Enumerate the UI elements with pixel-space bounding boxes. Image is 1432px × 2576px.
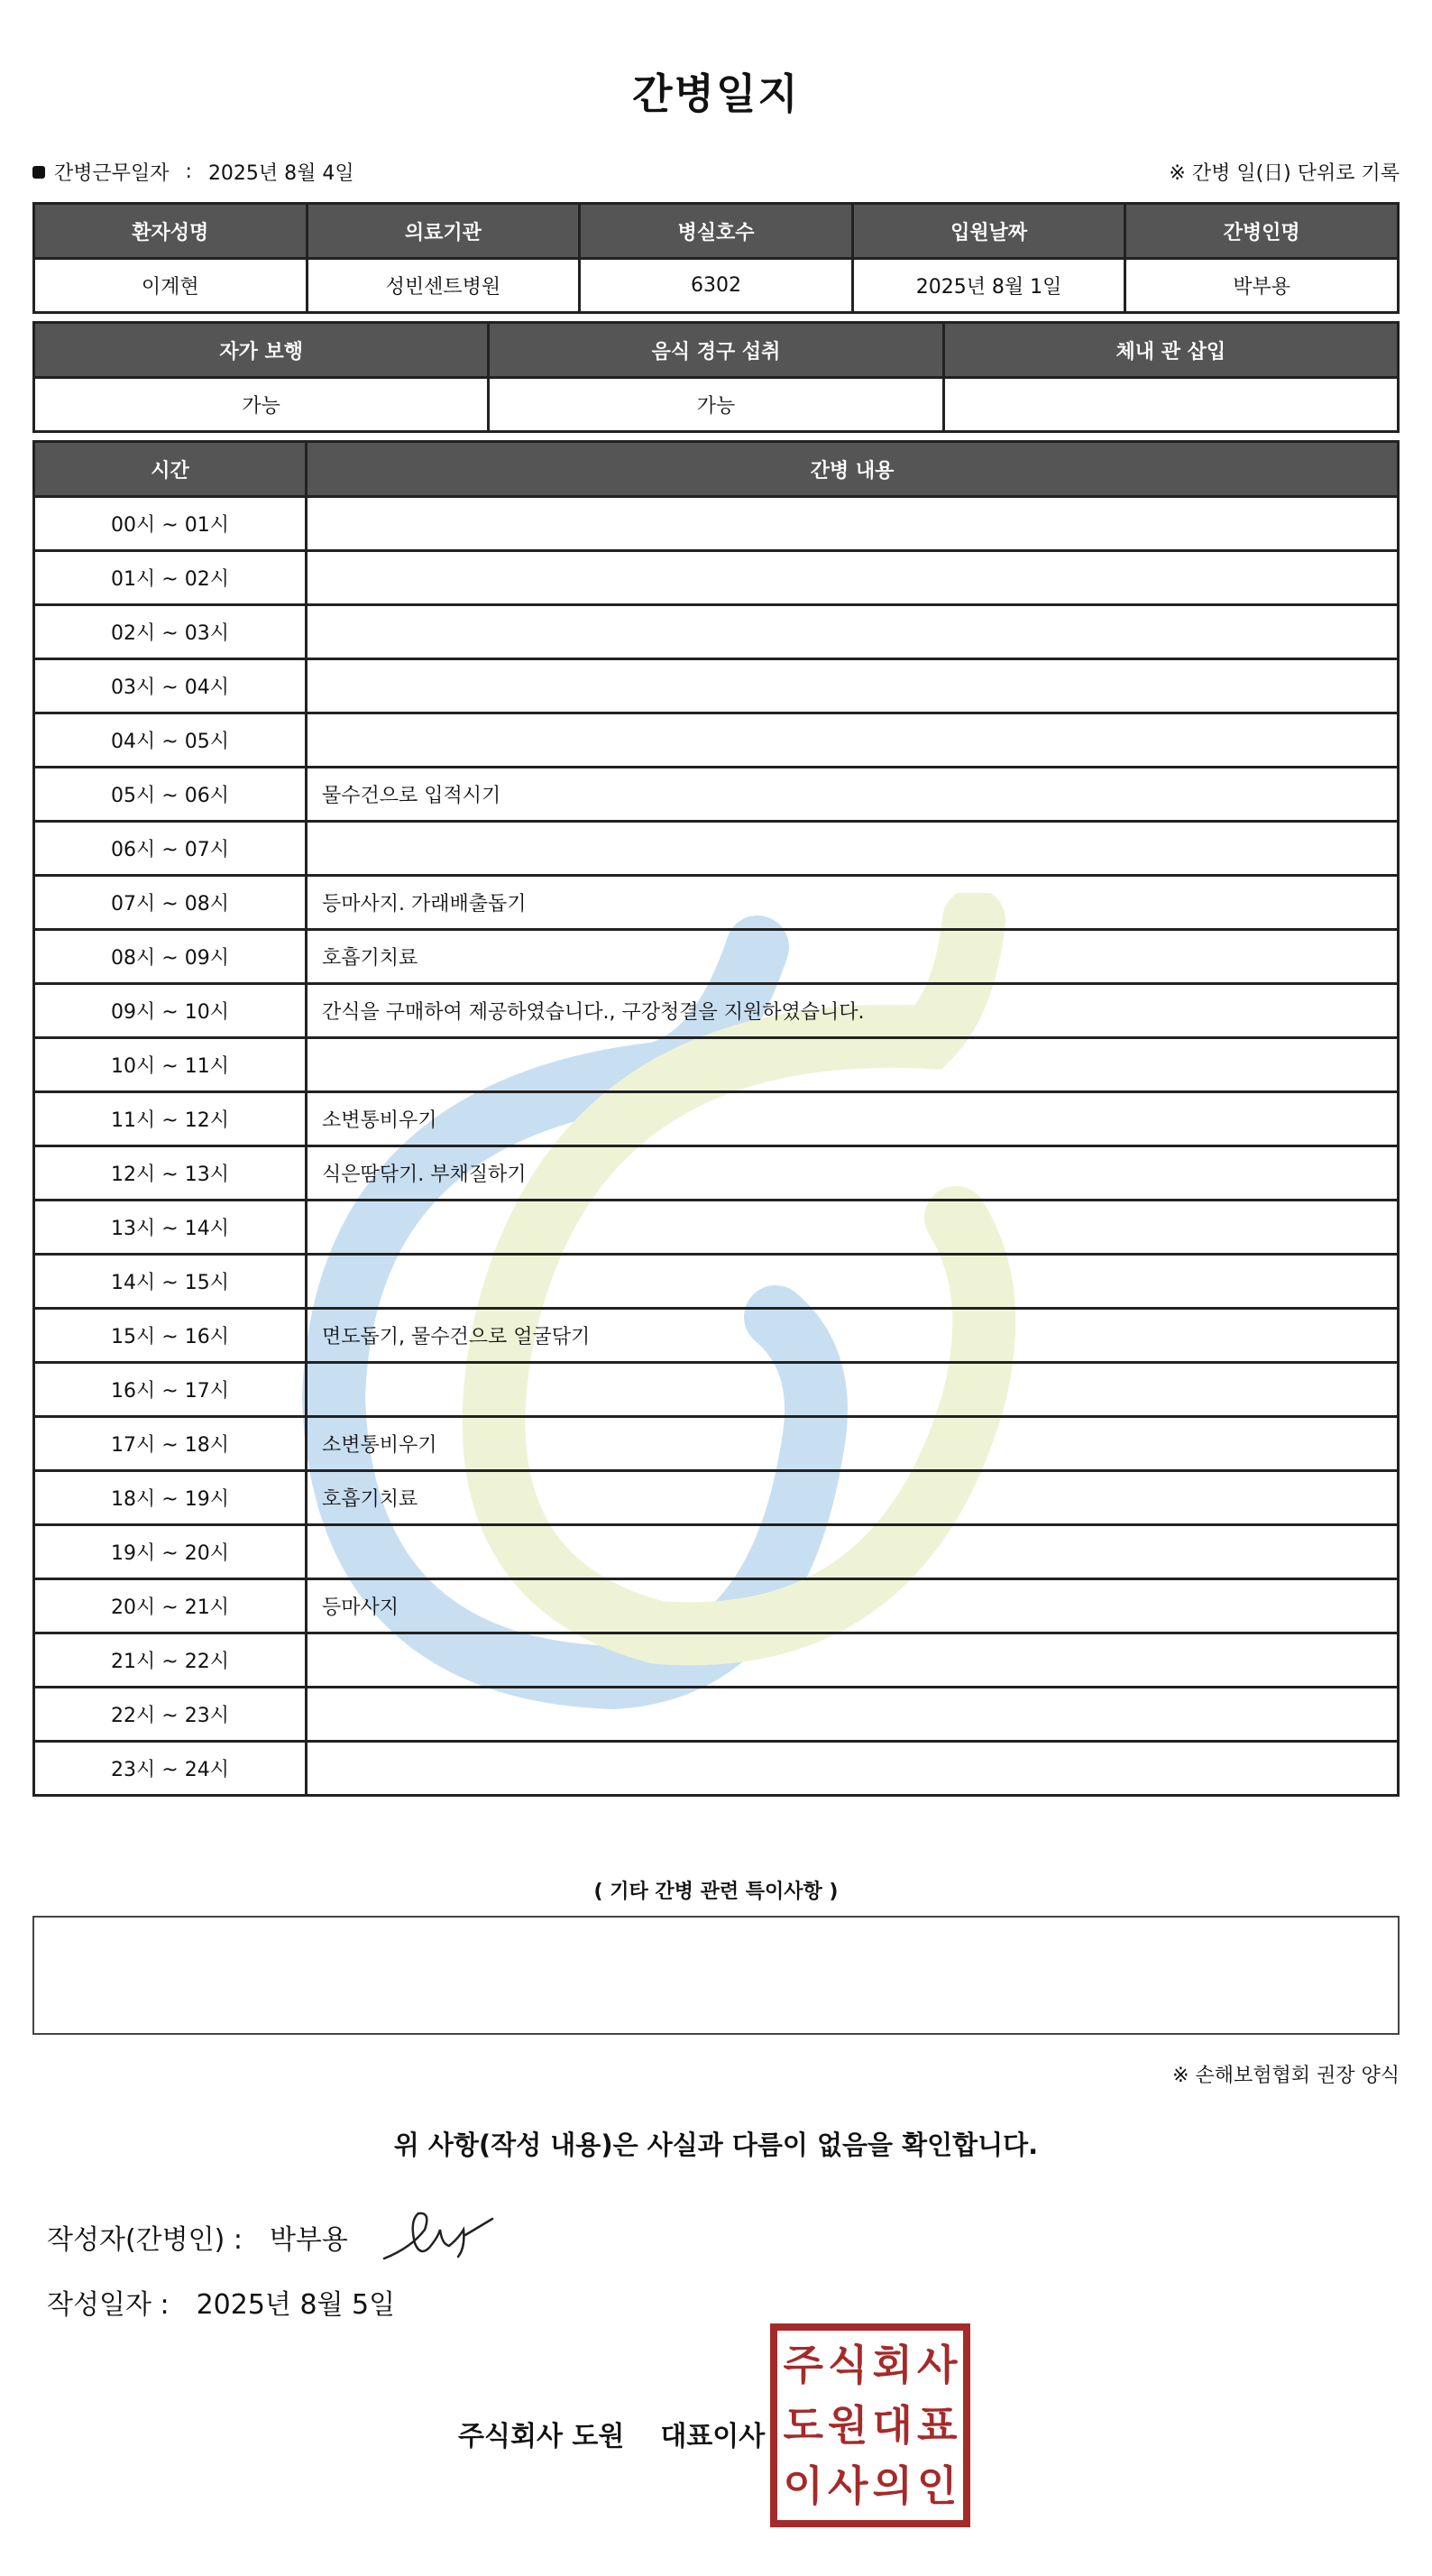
log-note: 호흡기치료 xyxy=(307,930,1399,984)
seal-character: 도 xyxy=(783,2400,823,2450)
log-note xyxy=(307,659,1399,713)
log-time: 01시 ~ 02시 xyxy=(34,551,307,605)
log-row xyxy=(34,1417,1399,1471)
log-row xyxy=(34,551,1399,605)
log-time: 12시 ~ 13시 xyxy=(34,1146,307,1201)
log-note xyxy=(307,551,1399,605)
company-seal-stamp xyxy=(770,2323,970,2527)
log-note: 등마사지. 가래배출돕기 xyxy=(307,876,1399,930)
log-note: 호흡기치료 xyxy=(307,1471,1399,1525)
log-note xyxy=(307,822,1399,876)
log-row xyxy=(34,1092,1399,1146)
log-time: 10시 ~ 11시 xyxy=(34,1038,307,1092)
condition-table xyxy=(32,321,1400,433)
self-walking-value: 가능 xyxy=(34,378,489,432)
admission-date: 2025년 8월 1일 xyxy=(852,259,1125,313)
log-row xyxy=(34,984,1399,1038)
company-title: 대표이사 xyxy=(660,2421,766,2452)
log-note: 소변통비우기 xyxy=(307,1092,1399,1146)
log-row xyxy=(34,1255,1399,1309)
log-row xyxy=(34,1742,1399,1796)
header-time: 시간 xyxy=(34,442,307,497)
log-row xyxy=(34,605,1399,659)
seal-character: 주 xyxy=(783,2340,823,2389)
written-date-row xyxy=(47,2282,395,2322)
log-row xyxy=(34,1579,1399,1633)
company-signature-row xyxy=(458,2414,765,2453)
seal-character: 회 xyxy=(872,2340,913,2389)
header-oral-intake: 음식 경구 섭취 xyxy=(489,323,943,378)
log-note xyxy=(307,1688,1399,1742)
page-title: 간병일지 xyxy=(632,69,800,118)
tube-insertion-value xyxy=(943,378,1398,432)
other-notes-box xyxy=(32,1916,1400,2035)
seal-character: 식 xyxy=(828,2340,868,2389)
log-row xyxy=(34,1201,1399,1255)
log-time: 23시 ~ 24시 xyxy=(34,1742,307,1796)
bullet-icon xyxy=(32,166,45,179)
log-time: 20시 ~ 21시 xyxy=(34,1579,307,1633)
seal-character: 대 xyxy=(872,2400,913,2450)
log-time: 03시 ~ 04시 xyxy=(34,659,307,713)
log-time: 00시 ~ 01시 xyxy=(34,497,307,551)
log-row xyxy=(34,659,1399,713)
hospital-name: 성빈센트병원 xyxy=(307,259,580,313)
room-number: 6302 xyxy=(580,259,853,313)
daily-record-note: ※ 간병 일(日) 단위로 기록 xyxy=(1169,162,1400,185)
log-row xyxy=(34,1146,1399,1201)
log-row xyxy=(34,1525,1399,1579)
log-time: 22시 ~ 23시 xyxy=(34,1688,307,1742)
seal-character: 의 xyxy=(872,2461,913,2511)
seal-character: 인 xyxy=(917,2461,958,2511)
log-note: 간식을 구매하여 제공하였습니다., 구강청결을 지원하였습니다. xyxy=(307,984,1399,1038)
log-time: 19시 ~ 20시 xyxy=(34,1525,307,1579)
work-date-separator: : xyxy=(185,161,192,183)
hourly-log-rows xyxy=(34,497,1399,1796)
header-patient-name: 환자성명 xyxy=(34,204,308,259)
header-care-content: 간병 내용 xyxy=(307,442,1399,497)
log-row xyxy=(34,713,1399,768)
log-time: 07시 ~ 08시 xyxy=(34,876,307,930)
writer-label: 작성자(간병인) : xyxy=(47,2224,243,2256)
log-note xyxy=(307,1742,1399,1796)
log-time: 04시 ~ 05시 xyxy=(34,713,307,768)
log-row xyxy=(34,1471,1399,1525)
log-note xyxy=(307,497,1399,551)
work-date-row xyxy=(32,158,354,186)
writer-row xyxy=(47,2217,348,2257)
log-note xyxy=(307,1363,1399,1417)
written-date-value: 2025년 8월 5일 xyxy=(196,2289,396,2321)
log-time: 21시 ~ 22시 xyxy=(34,1633,307,1688)
recommendation-note: ※ 손해보험협회 권장 양식 xyxy=(1172,2065,1400,2087)
header-self-walking: 자가 보행 xyxy=(34,323,489,378)
log-row xyxy=(34,1633,1399,1688)
log-note: 소변통비우기 xyxy=(307,1417,1399,1471)
log-note: 등마사지 xyxy=(307,1579,1399,1633)
seal-character: 사 xyxy=(828,2461,868,2511)
log-row xyxy=(34,497,1399,551)
written-date-label: 작성일자 : xyxy=(47,2289,170,2321)
log-time: 11시 ~ 12시 xyxy=(34,1092,307,1146)
log-note: 물수건으로 입적시기 xyxy=(307,768,1399,822)
log-note xyxy=(307,1038,1399,1092)
log-row xyxy=(34,1038,1399,1092)
header-room: 병실호수 xyxy=(580,204,853,259)
log-row xyxy=(34,1309,1399,1363)
log-note: 식은땀닦기. 부채질하기 xyxy=(307,1146,1399,1201)
company-name: 주식회사 도원 xyxy=(458,2421,625,2452)
oral-intake-value: 가능 xyxy=(489,378,943,432)
log-time: 02시 ~ 03시 xyxy=(34,605,307,659)
hourly-log-table xyxy=(32,440,1400,1797)
log-time: 09시 ~ 10시 xyxy=(34,984,307,1038)
signature-image xyxy=(375,2194,519,2275)
log-row xyxy=(34,1688,1399,1742)
log-time: 15시 ~ 16시 xyxy=(34,1309,307,1363)
work-date-label: 간병근무일자 xyxy=(54,162,170,185)
caregiver-name: 박부용 xyxy=(1125,259,1399,313)
other-notes-title: ( 기타 간병 관련 특이사항 ) xyxy=(593,1881,839,1903)
header-hospital: 의료기관 xyxy=(307,204,580,259)
header-admission-date: 입원날짜 xyxy=(852,204,1125,259)
seal-character: 표 xyxy=(917,2400,958,2450)
log-time: 06시 ~ 07시 xyxy=(34,822,307,876)
log-time: 13시 ~ 14시 xyxy=(34,1201,307,1255)
patient-name: 이계현 xyxy=(34,259,308,313)
log-row xyxy=(34,930,1399,984)
log-note xyxy=(307,1255,1399,1309)
header-caregiver-name: 간병인명 xyxy=(1125,204,1399,259)
log-note xyxy=(307,1201,1399,1255)
writer-name: 박부용 xyxy=(269,2224,348,2256)
seal-character: 이 xyxy=(783,2461,823,2511)
log-row xyxy=(34,1363,1399,1417)
confirmation-statement: 위 사항(작성 내용)은 사실과 다름이 없음을 확인합니다. xyxy=(393,2130,1039,2160)
log-time: 14시 ~ 15시 xyxy=(34,1255,307,1309)
log-time: 18시 ~ 19시 xyxy=(34,1471,307,1525)
log-time: 17시 ~ 18시 xyxy=(34,1417,307,1471)
log-row xyxy=(34,822,1399,876)
patient-info-table xyxy=(32,202,1400,314)
log-note xyxy=(307,1525,1399,1579)
log-row xyxy=(34,768,1399,822)
log-time: 16시 ~ 17시 xyxy=(34,1363,307,1417)
log-time: 08시 ~ 09시 xyxy=(34,930,307,984)
log-note xyxy=(307,713,1399,768)
log-note: 면도돕기, 물수건으로 얼굴닦기 xyxy=(307,1309,1399,1363)
log-time: 05시 ~ 06시 xyxy=(34,768,307,822)
work-date-value: 2025년 8월 4일 xyxy=(207,162,354,185)
header-tube-insertion: 체내 관 삽입 xyxy=(943,323,1398,378)
log-row xyxy=(34,876,1399,930)
log-note xyxy=(307,1633,1399,1688)
seal-character: 사 xyxy=(917,2340,958,2389)
seal-character: 원 xyxy=(828,2400,868,2450)
log-note xyxy=(307,605,1399,659)
